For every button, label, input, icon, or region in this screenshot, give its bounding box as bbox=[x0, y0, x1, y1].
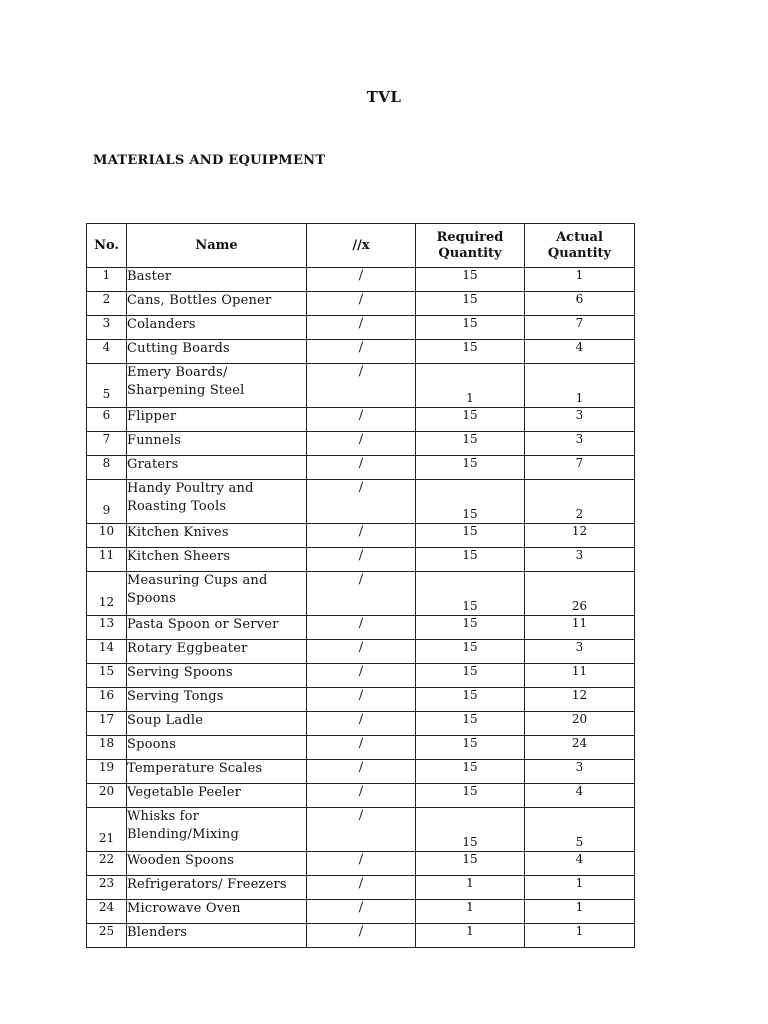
required-quantity-cell: 15 bbox=[416, 760, 525, 784]
check-mark-cell: / bbox=[307, 852, 416, 876]
header-name: Name bbox=[127, 224, 307, 268]
table-row bbox=[87, 616, 635, 640]
item-name-cell: Cans, Bottles Opener bbox=[127, 292, 307, 316]
row-number-cell: 1 bbox=[87, 268, 127, 292]
check-mark-cell: / bbox=[307, 524, 416, 548]
check-mark-cell: / bbox=[307, 924, 416, 948]
section-title: MATERIALS AND EQUIPMENT bbox=[93, 153, 326, 168]
row-number-cell: 6 bbox=[87, 408, 127, 432]
item-name-cell: Cutting Boards bbox=[127, 340, 307, 364]
check-mark-cell: / bbox=[307, 712, 416, 736]
item-name-cell: Pasta Spoon or Server bbox=[127, 616, 307, 640]
table-row bbox=[87, 456, 635, 480]
table-row bbox=[87, 340, 635, 364]
actual-quantity-cell: 1 bbox=[525, 876, 635, 900]
item-name-cell: Baster bbox=[127, 268, 307, 292]
item-name-cell: Flipper bbox=[127, 408, 307, 432]
header-required-line1: Required bbox=[436, 229, 504, 245]
item-name-cell: Graters bbox=[127, 456, 307, 480]
row-number-cell: 11 bbox=[87, 548, 127, 572]
actual-quantity-cell: 2 bbox=[525, 480, 635, 524]
header-required-line2: Quantity bbox=[438, 245, 502, 261]
row-number-cell: 9 bbox=[87, 480, 127, 524]
actual-quantity-cell: 11 bbox=[525, 664, 635, 688]
item-name-cell: Rotary Eggbeater bbox=[127, 640, 307, 664]
required-quantity-cell: 15 bbox=[416, 640, 525, 664]
row-number-cell: 16 bbox=[87, 688, 127, 712]
required-quantity-cell: 15 bbox=[416, 688, 525, 712]
actual-quantity-cell: 3 bbox=[525, 640, 635, 664]
required-quantity-cell: 1 bbox=[416, 924, 525, 948]
table-row bbox=[87, 548, 635, 572]
item-name-cell: Handy Poultry and Roasting Tools bbox=[127, 480, 307, 524]
required-quantity-cell: 1 bbox=[416, 900, 525, 924]
check-mark-cell: / bbox=[307, 616, 416, 640]
check-mark-cell: / bbox=[307, 572, 416, 616]
actual-quantity-cell: 7 bbox=[525, 456, 635, 480]
row-number-cell: 22 bbox=[87, 852, 127, 876]
row-number-cell: 15 bbox=[87, 664, 127, 688]
row-number-cell: 10 bbox=[87, 524, 127, 548]
required-quantity-cell: 15 bbox=[416, 664, 525, 688]
required-quantity-cell: 15 bbox=[416, 784, 525, 808]
actual-quantity-cell: 12 bbox=[525, 688, 635, 712]
required-quantity-cell: 15 bbox=[416, 268, 525, 292]
table-row bbox=[87, 572, 635, 616]
required-quantity-cell: 15 bbox=[416, 432, 525, 456]
table-row bbox=[87, 640, 635, 664]
actual-quantity-cell: 3 bbox=[525, 760, 635, 784]
table-row bbox=[87, 760, 635, 784]
item-name-cell: Serving Spoons bbox=[127, 664, 307, 688]
required-quantity-cell: 15 bbox=[416, 340, 525, 364]
row-number-cell: 5 bbox=[87, 364, 127, 408]
item-name-cell: Wooden Spoons bbox=[127, 852, 307, 876]
header-no: No. bbox=[87, 224, 127, 268]
item-name-cell: Kitchen Sheers bbox=[127, 548, 307, 572]
required-quantity-cell: 15 bbox=[416, 572, 525, 616]
actual-quantity-cell: 3 bbox=[525, 432, 635, 456]
check-mark-cell: / bbox=[307, 364, 416, 408]
actual-quantity-cell: 20 bbox=[525, 712, 635, 736]
required-quantity-cell: 15 bbox=[416, 292, 525, 316]
item-name-cell: Microwave Oven bbox=[127, 900, 307, 924]
row-number-cell: 7 bbox=[87, 432, 127, 456]
row-number-cell: 24 bbox=[87, 900, 127, 924]
row-number-cell: 3 bbox=[87, 316, 127, 340]
check-mark-cell: / bbox=[307, 900, 416, 924]
check-mark-cell: / bbox=[307, 664, 416, 688]
required-quantity-cell: 15 bbox=[416, 480, 525, 524]
required-quantity-cell: 15 bbox=[416, 524, 525, 548]
actual-quantity-cell: 3 bbox=[525, 408, 635, 432]
table-row bbox=[87, 784, 635, 808]
table-row bbox=[87, 712, 635, 736]
row-number-cell: 13 bbox=[87, 616, 127, 640]
required-quantity-cell: 15 bbox=[416, 316, 525, 340]
header-required-quantity bbox=[416, 224, 525, 268]
required-quantity-cell: 15 bbox=[416, 808, 525, 852]
row-number-cell: 2 bbox=[87, 292, 127, 316]
actual-quantity-cell: 1 bbox=[525, 900, 635, 924]
actual-quantity-cell: 3 bbox=[525, 548, 635, 572]
item-name-cell: Temperature Scales bbox=[127, 760, 307, 784]
required-quantity-cell: 15 bbox=[416, 408, 525, 432]
actual-quantity-cell: 4 bbox=[525, 784, 635, 808]
required-quantity-cell: 1 bbox=[416, 364, 525, 408]
actual-quantity-cell: 5 bbox=[525, 808, 635, 852]
actual-quantity-cell: 4 bbox=[525, 852, 635, 876]
table-header-row bbox=[87, 224, 635, 268]
required-quantity-cell: 15 bbox=[416, 616, 525, 640]
check-mark-cell: / bbox=[307, 548, 416, 572]
required-quantity-cell: 15 bbox=[416, 456, 525, 480]
row-number-cell: 21 bbox=[87, 808, 127, 852]
table-row bbox=[87, 876, 635, 900]
item-name-cell: Kitchen Knives bbox=[127, 524, 307, 548]
row-number-cell: 19 bbox=[87, 760, 127, 784]
item-name-cell: Blenders bbox=[127, 924, 307, 948]
row-number-cell: 20 bbox=[87, 784, 127, 808]
table-row bbox=[87, 808, 635, 852]
table-row bbox=[87, 316, 635, 340]
check-mark-cell: / bbox=[307, 640, 416, 664]
item-name-cell: Serving Tongs bbox=[127, 688, 307, 712]
check-mark-cell: / bbox=[307, 316, 416, 340]
table-row bbox=[87, 292, 635, 316]
item-name-cell: Funnels bbox=[127, 432, 307, 456]
header-x: //x bbox=[307, 224, 416, 268]
check-mark-cell: / bbox=[307, 784, 416, 808]
actual-quantity-cell: 1 bbox=[525, 364, 635, 408]
check-mark-cell: / bbox=[307, 876, 416, 900]
actual-quantity-cell: 1 bbox=[525, 268, 635, 292]
header-actual-quantity bbox=[525, 224, 635, 268]
check-mark-cell: / bbox=[307, 808, 416, 852]
row-number-cell: 17 bbox=[87, 712, 127, 736]
check-mark-cell: / bbox=[307, 292, 416, 316]
check-mark-cell: / bbox=[307, 760, 416, 784]
row-number-cell: 23 bbox=[87, 876, 127, 900]
required-quantity-cell: 1 bbox=[416, 876, 525, 900]
check-mark-cell: / bbox=[307, 456, 416, 480]
item-name-cell: Refrigerators/ Freezers bbox=[127, 876, 307, 900]
table-row bbox=[87, 480, 635, 524]
required-quantity-cell: 15 bbox=[416, 712, 525, 736]
header-actual-line2: Quantity bbox=[547, 245, 612, 261]
actual-quantity-cell: 26 bbox=[525, 572, 635, 616]
required-quantity-cell: 15 bbox=[416, 548, 525, 572]
row-number-cell: 12 bbox=[87, 572, 127, 616]
actual-quantity-cell: 6 bbox=[525, 292, 635, 316]
table-row bbox=[87, 900, 635, 924]
table-row bbox=[87, 524, 635, 548]
table-row bbox=[87, 664, 635, 688]
table-row bbox=[87, 408, 635, 432]
actual-quantity-cell: 12 bbox=[525, 524, 635, 548]
row-number-cell: 25 bbox=[87, 924, 127, 948]
table-row bbox=[87, 688, 635, 712]
check-mark-cell: / bbox=[307, 480, 416, 524]
check-mark-cell: / bbox=[307, 688, 416, 712]
table-row bbox=[87, 924, 635, 948]
row-number-cell: 8 bbox=[87, 456, 127, 480]
table-row bbox=[87, 432, 635, 456]
header-actual-line1: Actual bbox=[556, 229, 603, 245]
item-name-cell: Emery Boards/ Sharpening Steel bbox=[127, 364, 307, 408]
item-name-cell: Measuring Cups and Spoons bbox=[127, 572, 307, 616]
actual-quantity-cell: 4 bbox=[525, 340, 635, 364]
check-mark-cell: / bbox=[307, 432, 416, 456]
table-row bbox=[87, 736, 635, 760]
actual-quantity-cell: 1 bbox=[525, 924, 635, 948]
row-number-cell: 18 bbox=[87, 736, 127, 760]
item-name-cell: Colanders bbox=[127, 316, 307, 340]
item-name-cell: Soup Ladle bbox=[127, 712, 307, 736]
check-mark-cell: / bbox=[307, 268, 416, 292]
table-row bbox=[87, 364, 635, 408]
actual-quantity-cell: 11 bbox=[525, 616, 635, 640]
actual-quantity-cell: 24 bbox=[525, 736, 635, 760]
check-mark-cell: / bbox=[307, 736, 416, 760]
item-name-cell: Vegetable Peeler bbox=[127, 784, 307, 808]
check-mark-cell: / bbox=[307, 408, 416, 432]
materials-table bbox=[86, 223, 635, 948]
actual-quantity-cell: 7 bbox=[525, 316, 635, 340]
row-number-cell: 4 bbox=[87, 340, 127, 364]
check-mark-cell: / bbox=[307, 340, 416, 364]
table-row bbox=[87, 852, 635, 876]
table-row bbox=[87, 268, 635, 292]
required-quantity-cell: 15 bbox=[416, 736, 525, 760]
item-name-cell: Spoons bbox=[127, 736, 307, 760]
item-name-cell: Whisks for Blending/Mixing bbox=[127, 808, 307, 852]
document-title: TVL bbox=[366, 88, 402, 106]
row-number-cell: 14 bbox=[87, 640, 127, 664]
required-quantity-cell: 15 bbox=[416, 852, 525, 876]
